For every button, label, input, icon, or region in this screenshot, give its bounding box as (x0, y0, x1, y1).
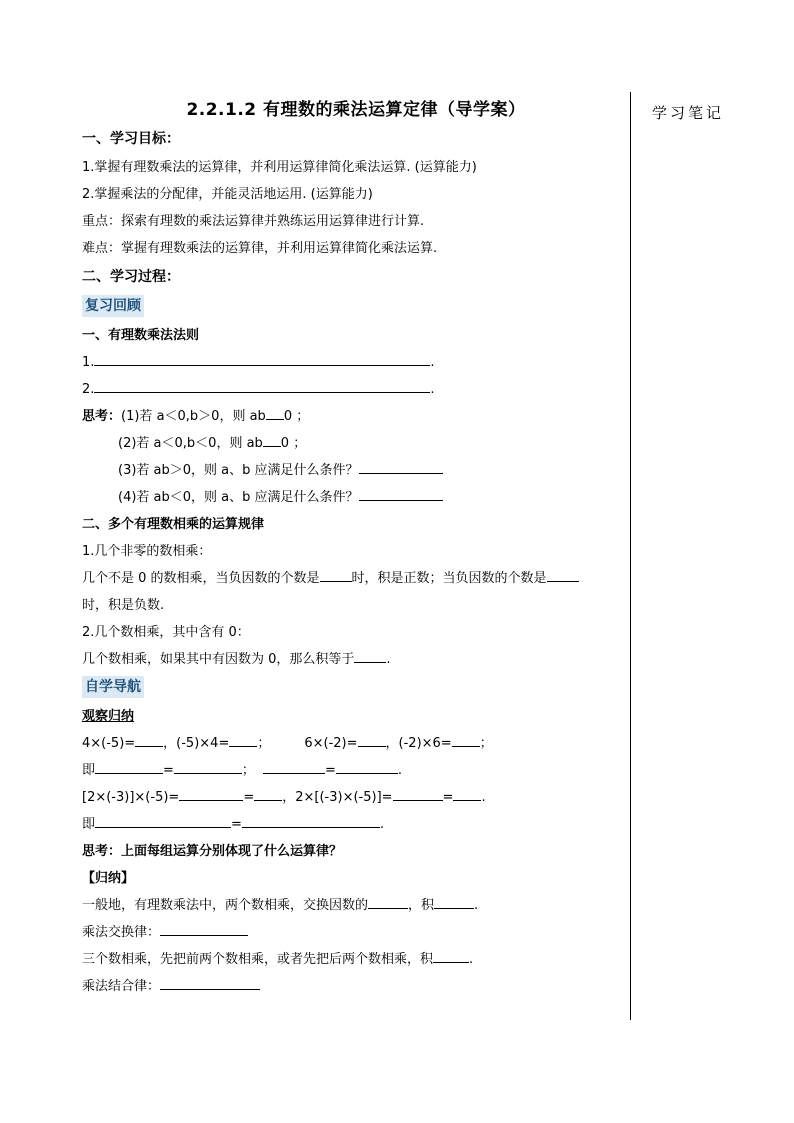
blank-f2b[interactable] (453, 786, 481, 801)
page-title: 2.2.1.2 有理数的乘法运算定律（导学案） (186, 100, 526, 120)
part1-heading: 一、有理数乘法法则 (82, 328, 200, 343)
induction-2: 三个数相乘，先把前两个数相乘，或者先把后两个数相乘，积 . (82, 946, 630, 973)
blank-f1b[interactable] (254, 786, 282, 801)
blank-ji-2[interactable] (174, 759, 242, 774)
zero-product-blank[interactable] (354, 648, 386, 663)
even-count-blank[interactable] (320, 567, 352, 582)
nonzero-rule-line: 几个不是 0 的数相乘，当负因数的个数是 时，积是正数；当负因数的个数是 (82, 565, 630, 592)
blank-e4[interactable] (358, 732, 386, 747)
zero-heading: 2.几个数相乘，其中含有 0： (82, 625, 250, 640)
rule-2-blank[interactable] (94, 378, 430, 393)
blank-f1a[interactable] (179, 786, 243, 801)
associative-law: 乘法结合律： (82, 973, 630, 1000)
commutative-law: 乘法交换律： (82, 919, 630, 946)
exercise-row-3: [2×(-3)]×(-5)= = ，2×[(-3)×(-5)]= = . (82, 784, 630, 811)
nonzero-rule-line-2: 时，积是负数. (82, 598, 165, 613)
q3-blank[interactable] (359, 459, 443, 474)
section1-heading: 一、学习目标： (82, 131, 180, 147)
difficulty: 难点：掌握有理数乘法的运算律，并利用运算律简化乘法运算. (82, 241, 438, 256)
section2-heading: 二、学习过程： (82, 269, 180, 285)
notes-title: 学习笔记 (652, 104, 725, 122)
key-point: 重点：探索有理数的乘法运算律并熟练运用运算律进行计算. (82, 214, 425, 229)
think-2: 思考：上面每组运算分别体现了什么运算律？ (82, 844, 343, 859)
think-q3: (3)若 ab＞0，则 a、b 应满足什么条件？ (82, 457, 630, 484)
exercise-row-4: 即 = . (82, 811, 630, 838)
blank-ind1b[interactable] (434, 894, 474, 909)
zero-rule-line: 几个数相乘，如果其中有因数为 0，那么积等于 . (82, 646, 630, 673)
goal-1: 1.掌握有理数乘法的运算律，并利用运算律简化乘法运算. (运算能力) (82, 160, 477, 175)
rule-1-line: 1. . (82, 349, 630, 376)
think-q4: (4)若 ab＜0，则 a、b 应满足什么条件？ (82, 484, 630, 511)
exercise-row-1: 4×(-5)= ，(-5)×4= ； 6×(-2)= ，(-2)×6= ； (82, 730, 630, 757)
rule-1-blank[interactable] (94, 351, 430, 366)
observe-heading: 观察归纳 (82, 709, 135, 724)
nonzero-heading: 1.几个非零的数相乘： (82, 544, 212, 559)
induction-1: 一般地，有理数乘法中，两个数相乘，交换因数的 ，积 . (82, 892, 630, 919)
main-column (82, 92, 630, 1000)
rule-2-line: 2. . (82, 376, 630, 403)
blank-comm[interactable] (160, 921, 248, 936)
think-q1: 思考：(1)若 a＜0,b＞0，则 ab 0 ； (82, 403, 630, 430)
blank-e2[interactable] (229, 732, 257, 747)
review-tag: 复习回顾 (82, 295, 144, 317)
blank-ind1a[interactable] (368, 894, 408, 909)
notes-column (632, 92, 762, 123)
blank-ji-6[interactable] (242, 813, 380, 828)
odd-count-blank[interactable] (547, 567, 579, 582)
self-study-tag: 自学导航 (82, 676, 144, 698)
induction-heading: 【归纳】 (82, 871, 135, 886)
q1-blank[interactable] (266, 405, 284, 420)
blank-f2a[interactable] (393, 786, 443, 801)
blank-ind2[interactable] (433, 948, 469, 963)
q4-blank[interactable] (359, 486, 443, 501)
blank-ji-1[interactable] (95, 759, 163, 774)
blank-ji-5[interactable] (95, 813, 231, 828)
q2-blank[interactable] (263, 432, 281, 447)
part2-heading: 二、多个有理数相乘的运算规律 (82, 517, 265, 532)
blank-e5[interactable] (452, 732, 480, 747)
goal-2: 2.掌握乘法的分配律，并能灵活地运用. (运算能力) (82, 187, 373, 202)
blank-ji-4[interactable] (336, 759, 398, 774)
exercise-row-2: 即 = ； = . (82, 757, 630, 784)
blank-assoc[interactable] (160, 975, 260, 990)
column-divider (630, 92, 631, 1020)
blank-e1[interactable] (135, 732, 163, 747)
think-q2: (2)若 a＜0,b＜0，则 ab 0 ； (82, 430, 630, 457)
blank-ji-3[interactable] (263, 759, 325, 774)
